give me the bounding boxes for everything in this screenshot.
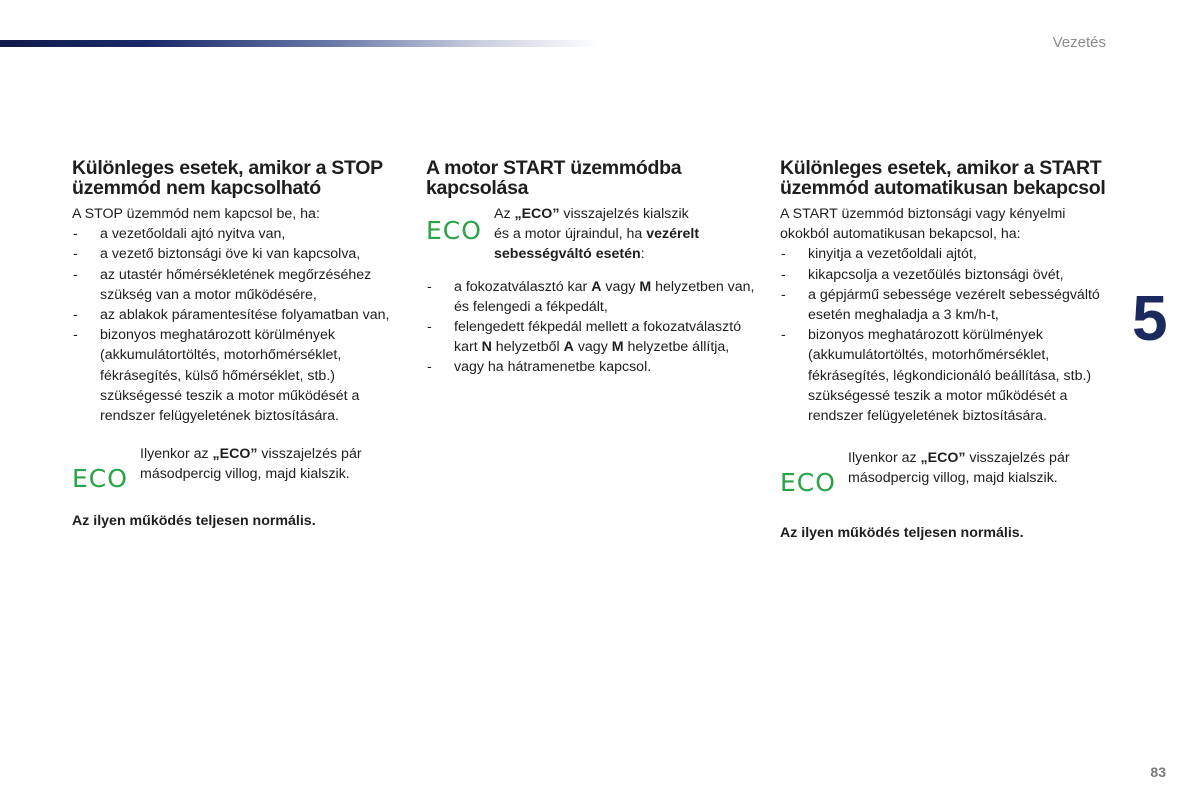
condition-list (72, 224, 402, 426)
list-item: - a vezetőoldali ajtó nyitva van, (72, 224, 402, 244)
eco-notice (426, 204, 756, 265)
normal-operation-note: Az ilyen működés teljesen normális. (72, 512, 316, 529)
eco-notice (780, 448, 1110, 498)
condition-list (780, 244, 1110, 426)
eco-notice-text: Ilyenkor az „ECO” visszajelzés pár másodpercig villog, majd kialszik. (848, 450, 1070, 487)
column-start-automatic (780, 158, 1110, 543)
column-start-mode (426, 158, 756, 378)
eco-notice (72, 444, 402, 494)
intro-text: A STOP üzemmód nem kapcsol be, ha: (72, 206, 320, 222)
eco-indicator-icon: ECO (426, 216, 482, 245)
eco-indicator-icon: ECO (780, 468, 836, 498)
column-title: Különleges esetek, amikor a START üzemmód automatikusan bekapcsol (780, 157, 1106, 199)
column-title: A motor START üzemmódba kapcsolása (426, 157, 682, 199)
chapter-number: 5 (1132, 282, 1168, 354)
list-item: - bizonyos meghatározott körülmények (akkumulátortöltés, motorhőmérséklet, fékrásegítés, külső hőmérséklet, stb.) szükségessé teszik a motor működését a rendszer felügyeletének biztosítására. (72, 325, 402, 426)
list-item: - vagy ha hátramenetbe kapcsol. (426, 357, 756, 377)
eco-indicator-icon: ECO (72, 464, 128, 494)
column-title: Különleges esetek, amikor a STOP üzemmód nem kapcsolható (72, 157, 383, 199)
list-item: - felengedett fékpedál mellett a fokozatválasztó kart N helyzetből A vagy M helyzetbe állítja, (426, 317, 756, 357)
page-number: 83 (1150, 764, 1166, 780)
list-item: - bizonyos meghatározott körülmények (akkumulátortöltés, motorhőmérséklet, fékrásegítés, légkondicionáló beállítása, stb.) szükségessé teszik a motor működését a rendszer felügyeletének biztosítására. (780, 325, 1110, 426)
header-gradient-bar (0, 40, 600, 47)
action-list (426, 277, 756, 378)
list-item: - a vezető biztonsági öve ki van kapcsolva, (72, 244, 402, 264)
list-item: - a gépjármű sebessége vezérelt sebességváltó esetén meghaladja a 3 km/h-t, (780, 285, 1110, 325)
list-item: - az utastér hőmérsékletének megőrzéséhez szükség van a motor működésére, (72, 265, 402, 305)
section-name: Vezetés (1052, 34, 1106, 51)
list-item: - a fokozatválasztó kar A vagy M helyzetben van, és felengedi a fékpedált, (426, 277, 756, 317)
list-item: - kinyitja a vezetőoldali ajtót, (780, 244, 1110, 264)
column-stop-not-available (72, 158, 402, 531)
list-item: - az ablakok páramentesítése folyamatban van, (72, 305, 402, 325)
normal-operation-note: Az ilyen működés teljesen normális. (780, 524, 1024, 541)
intro-text: A START üzemmód biztonsági vagy kényelmi okokból automatikusan bekapcsol, ha: (780, 206, 1066, 243)
eco-notice-text: Az „ECO” visszajelzés kialszik és a motor újraindul, ha vezérelt sebességváltó esetén: (494, 206, 700, 263)
eco-notice-text: Ilyenkor az „ECO” visszajelzés pár másodpercig villog, majd kialszik. (140, 446, 362, 483)
list-item: - kikapcsolja a vezetőülés biztonsági övét, (780, 265, 1110, 285)
